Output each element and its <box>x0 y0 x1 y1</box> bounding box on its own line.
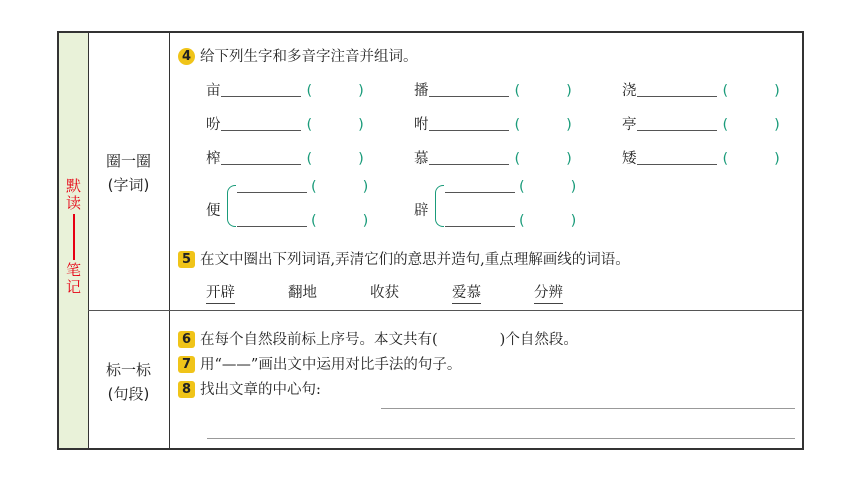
side-label-divider <box>73 214 75 260</box>
pinyin-blank[interactable] <box>221 96 301 97</box>
row-divider <box>88 310 802 311</box>
question-6-text-a: 在每个自然段前标上序号。本文共有( <box>200 332 438 348</box>
section-label-words: 圈一圈 (字词) <box>105 152 151 194</box>
side-label-top: 默读 <box>66 177 82 212</box>
question-6 <box>178 328 578 349</box>
brace-icon <box>435 185 444 227</box>
question-7-text: 用“——”画出文中运用对比手法的句子。 <box>200 357 462 373</box>
side-label <box>59 178 88 296</box>
char-item: 吩 ( ) <box>206 117 364 133</box>
pinyin-blank[interactable] <box>237 226 307 227</box>
char-item: 浇 ( ) <box>622 83 780 99</box>
side-label-column <box>59 33 88 448</box>
char-item: 亭 ( ) <box>622 117 780 133</box>
answer-line[interactable] <box>381 408 795 409</box>
side-label-bottom: 笔记 <box>66 261 82 296</box>
char-item: 榨 ( ) <box>206 151 364 167</box>
question-5 <box>178 248 630 269</box>
vocab-word: 爱慕 <box>452 281 481 304</box>
vocab-word: 翻地 <box>288 285 317 301</box>
pinyin-blank[interactable] <box>429 96 509 97</box>
pinyin-blank[interactable] <box>429 130 509 131</box>
polyphone-reading-1: ( ) <box>445 179 576 195</box>
vocab-word: 收获 <box>370 285 399 301</box>
section-label-sentences: 标一标 (句段) <box>105 361 151 403</box>
char-item: 亩 ( ) <box>206 83 364 99</box>
pinyin-blank[interactable] <box>445 192 515 193</box>
question-8-text: 找出文章的中心句: <box>200 382 321 398</box>
question-number-badge: 6 <box>178 331 195 348</box>
pinyin-blank[interactable] <box>237 192 307 193</box>
polyphone-reading-1: ( ) <box>237 179 368 195</box>
question-5-text: 在文中圈出下列词语,弄清它们的意思并造句,重点理解画线的词语。 <box>200 252 630 268</box>
question-7 <box>178 353 461 374</box>
question-number-badge: 7 <box>178 356 195 373</box>
polyphone-char: 辟 <box>414 203 429 219</box>
polyphone-reading-2: ( ) <box>237 213 368 229</box>
column-divider <box>169 33 170 448</box>
vocab-word: 分辨 <box>534 281 563 304</box>
study-table <box>57 31 804 450</box>
polyphone-reading-2: ( ) <box>445 213 576 229</box>
pinyin-blank[interactable] <box>637 96 717 97</box>
question-4 <box>178 45 418 66</box>
pinyin-blank[interactable] <box>221 164 301 165</box>
pinyin-blank[interactable] <box>637 164 717 165</box>
polyphone-char: 便 <box>206 203 221 219</box>
question-8 <box>178 378 321 399</box>
question-6-text-b: )个自然段。 <box>499 332 578 348</box>
answer-line[interactable] <box>207 438 795 439</box>
brace-icon <box>227 185 236 227</box>
question-number-badge: 5 <box>178 251 195 268</box>
question-4-text: 给下列生字和多音字注音并组词。 <box>200 49 418 65</box>
char-item: 咐 ( ) <box>414 117 572 133</box>
question-number-badge: 4 <box>178 48 195 65</box>
pinyin-blank[interactable] <box>445 226 515 227</box>
pinyin-blank[interactable] <box>429 164 509 165</box>
question-number-badge: 8 <box>178 381 195 398</box>
char-item: 慕 ( ) <box>414 151 572 167</box>
char-item: 播 ( ) <box>414 83 572 99</box>
char-item: 矮 ( ) <box>622 151 780 167</box>
pinyin-blank[interactable] <box>221 130 301 131</box>
pinyin-blank[interactable] <box>637 130 717 131</box>
vocab-word: 开辟 <box>206 281 235 304</box>
